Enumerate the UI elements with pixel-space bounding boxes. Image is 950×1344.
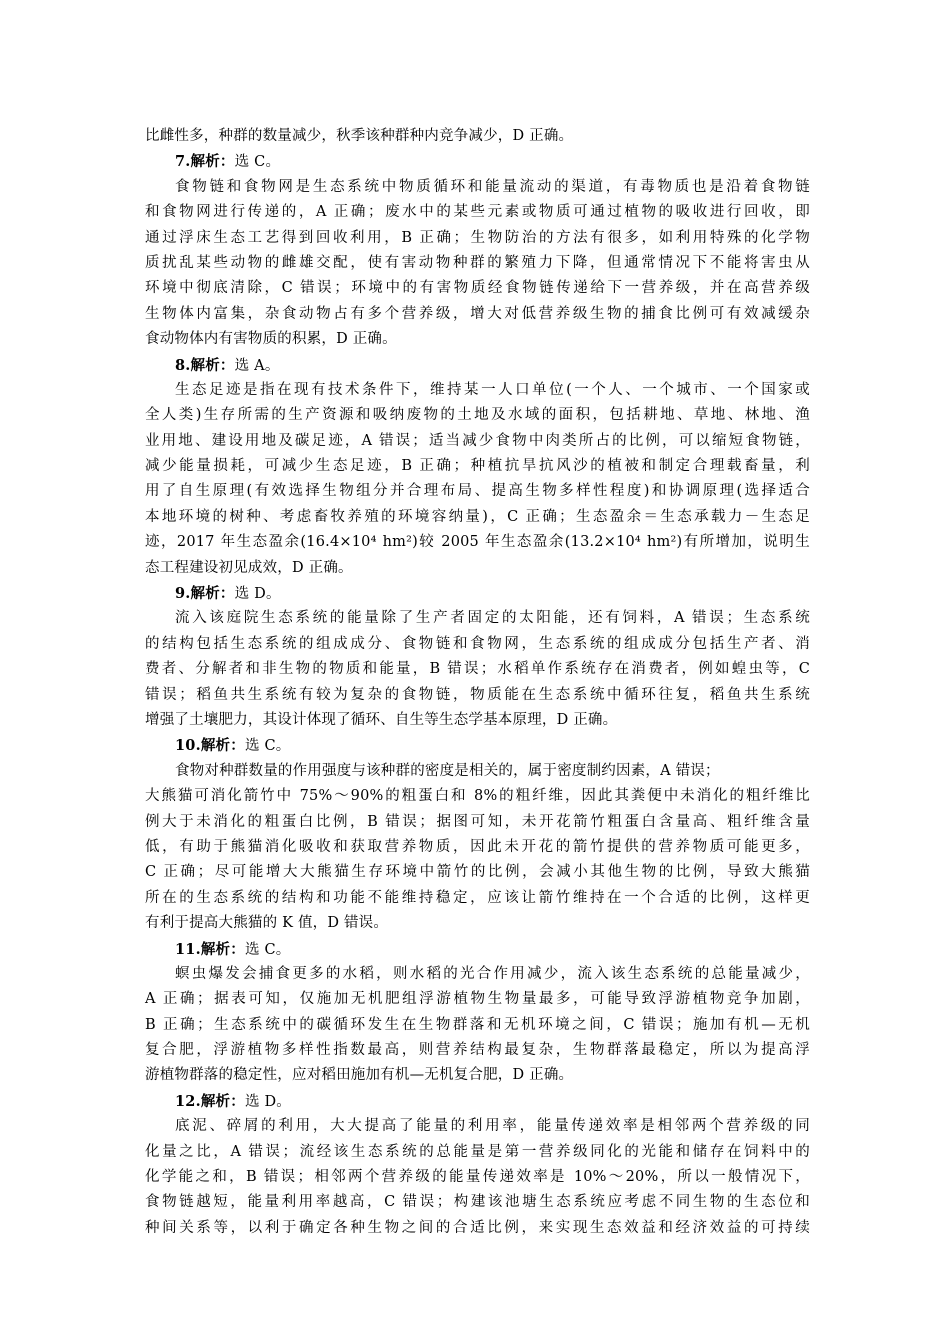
text-line: 低，有助于熊猫消化吸收和获取营养物质，因此未开花的箭竹提供的营养物质可能更多， [145, 838, 810, 855]
text-line: 和食物网进行传递的，A 正确；废水中的某些元素或物质可通过植物的吸收进行回收，即 [145, 204, 810, 221]
text-line: 通过浮床生态工艺得到回收利用，B 正确；生物防治的方法有很多，如利用特殊的化学物 [145, 229, 810, 246]
answer-heading [145, 353, 810, 378]
answer-choice: 选 C。 [234, 154, 281, 171]
text-line: 迹，2017 年生态盈余(16.4×10⁴ hm²)较 2005 年生态盈余(13.2×10⁴ hm²)有所增加，说明生 [145, 534, 810, 551]
text-line: 底泥、碎屑的利用，大大提高了能量的利用率，能量传递效率是相邻两个营养级的同 [175, 1118, 810, 1135]
text-line: 例大于未消化的粗蛋白比例，B 错误；据图可知，未开花箭竹粗蛋白含量高、粗纤维含量 [145, 813, 810, 830]
text-line: 所在的生态系统的结构和功能不能维持稳定，应该让箭竹维持在一个合适的比例，这样更 [145, 889, 810, 906]
text-line: 减少能量损耗，可减少生态足迹，B 正确；种植抗旱抗风沙的植被和制定合理载畜量，利 [145, 458, 810, 475]
text-line: 游植物群落的稳定性，应对稻田施加有机—无机复合肥，D 正确。 [145, 1067, 574, 1084]
text-line: 态工程建设初见成效，D 正确。 [145, 559, 353, 576]
text-line: 全人类)生存所需的生产资源和吸纳废物的土地及水域的面积，包括耕地、草地、林地、渔 [145, 407, 810, 424]
text-line: 螟虫爆发会捕食更多的水稻，则水稻的光合作用减少，流入该生态系统的总能量减少， [175, 965, 810, 982]
text-line: 有利于提高大熊猫的 K 值，D 错误。 [145, 915, 389, 932]
answer-heading [145, 937, 810, 962]
answer-choice: 选 D。 [234, 586, 281, 603]
answer-choice: 选 C。 [244, 941, 291, 958]
text-line: 的结构包括生态系统的组成成分、食物链和食物网，生态系统的组成成分包括生产者、消 [145, 635, 810, 652]
analysis-label: 7.解析： [175, 153, 235, 171]
text-line: 用了自生原理(有效选择生物组分并合理布局、提高生物多样性程度)和协调原理(选择适合 [145, 483, 810, 500]
text-line: 生物体内富集，杂食动物占有多个营养级，增大对低营养级生物的捕食比例可有效减缓杂 [145, 305, 810, 322]
analysis-label: 11.解析： [175, 940, 245, 958]
text-line: 种间关系等，以利于确定各种生物之间的合适比例，来实现生态效益和经济效益的可持续 [145, 1219, 810, 1236]
answer-choice: 选 A。 [234, 357, 280, 374]
text-line: A 正确；据表可知，仅施加无机肥组浮游植物生物量最多，可能导致浮游植物竞争加剧， [145, 991, 810, 1008]
text-line: 业用地、建设用地及碳足迹，A 错误；适当减少食物中肉类所占的比例，可以缩短食物链， [145, 432, 810, 449]
text-line: 错误；稻鱼共生系统有较为复杂的食物链，物质能在生态系统中循环往复，稻鱼共生系统 [145, 686, 810, 703]
text-line: 大熊猫可消化箭竹中 75%～90%的粗蛋白和 8%的粗纤维，因此其粪便中未消化的粗纤维比 [145, 788, 810, 805]
text-line: 质扰乱某些动物的雌雄交配，使有害动物种群的繁殖力下降，但通常情况下不能将害虫从 [145, 254, 810, 271]
text-line: 流入该庭院生态系统的能量除了生产者固定的太阳能，还有饲料，A 错误；生态系统 [175, 610, 810, 627]
text-line: C 正确；尽可能增大大熊猫生存环境中箭竹的比例，会减小其他生物的比例，导致大熊猫 [145, 864, 810, 881]
text-line: 比雌性多，种群的数量减少，秋季该种群种内竞争减少，D 正确。 [145, 128, 574, 144]
answer-heading [145, 581, 810, 606]
text-line: 增强了土壤肥力，其设计体现了循环、自生等生态学基本原理，D 正确。 [145, 711, 618, 728]
analysis-label: 12.解析： [175, 1092, 245, 1110]
text-line: 费者、分解者和非生物的物质和能量，B 错误；水稻单作系统存在消费者，例如蝗虫等，C [145, 661, 810, 678]
answer-choice: 选 D。 [244, 1093, 291, 1110]
text-line: 化学能之和，B 错误；相邻两个营养级的能量传递效率是 10%～20%，所以一般情况下， [145, 1169, 810, 1186]
analysis-label: 9.解析： [175, 585, 235, 603]
text-line: 化量之比，A 错误；流经该生态系统的总能量是第一营养级同化的光能和储存在饲料中的 [145, 1143, 810, 1160]
document-page [145, 124, 810, 1241]
analysis-label: 8.解析： [175, 356, 235, 374]
answer-heading [145, 733, 810, 758]
text-line: 生态足迹是指在现有技术条件下，维持某一人口单位(一个人、一个城市、一个国家或 [175, 381, 810, 398]
text-line: 食动物体内有害物质的积累，D 正确。 [145, 331, 397, 348]
text-line: 本地环境的树种、考虑畜牧养殖的环境容纳量)，C 正确；生态盈余＝生态承载力－生态足 [145, 508, 810, 525]
text-line: 食物链越短，能量利用率越高，C 错误；构建该池塘生态系统应考虑不同生物的生态位和 [145, 1194, 810, 1211]
text-line: 环境中彻底清除，C 错误；环境中的有害物质经食物链传递给下一营养级，并在高营养级 [145, 280, 810, 297]
analysis-label: 10.解析： [175, 737, 245, 755]
text-line: 食物链和食物网是生态系统中物质循环和能量流动的渠道，有毒物质也是沿着食物链 [175, 178, 810, 195]
answer-choice: 选 C。 [244, 738, 291, 755]
answer-heading [145, 149, 810, 174]
text-line: B 正确；生态系统中的碳循环发生在生物群落和无机环境之间，C 错误；施加有机—无机 [145, 1016, 810, 1033]
text-line: 食物对种群数量的作用强度与该种群的密度是相关的，属于密度制约因素，A 错误； [175, 762, 720, 779]
answer-heading [145, 1089, 810, 1114]
text-line: 复合肥，浮游植物多样性指数最高，则营养结构最复杂，生物群落最稳定，所以为提高浮 [145, 1042, 810, 1059]
